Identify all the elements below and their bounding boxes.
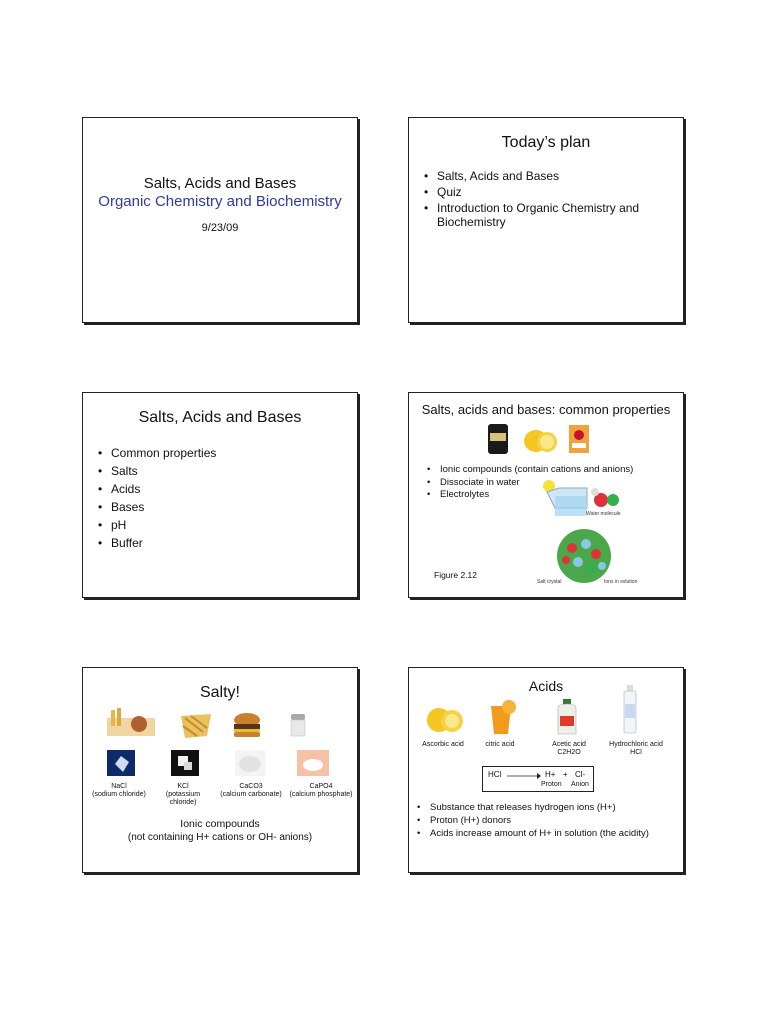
slide-salty xyxy=(82,667,358,873)
slide2-list xyxy=(424,169,674,229)
acetic-name: Acetic acid xyxy=(552,741,586,748)
slide1-date: 9/23/09 xyxy=(201,222,239,234)
list-item: • Electrolytes xyxy=(427,489,677,502)
soda-can-icon xyxy=(485,423,511,455)
eq-plus: + xyxy=(563,770,568,779)
label-citric: citric acid xyxy=(485,741,515,748)
hcl-bottle-icon xyxy=(621,684,639,734)
caption-ionic: Ionic compounds xyxy=(180,818,260,830)
eq-hcl: HCl xyxy=(488,770,502,779)
slide5-title: Salty! xyxy=(199,684,240,701)
list-item: • Substance that releases hydrogen ions (H+) xyxy=(417,801,679,814)
label-hydrochloric: Hydrochloric acid HCl xyxy=(609,741,663,756)
salt-formula: KCl xyxy=(177,783,189,790)
list-item: • Salts xyxy=(98,462,338,480)
eq-cl: Cl- xyxy=(575,770,586,779)
baking-soda-icon xyxy=(567,423,591,455)
slide-outline xyxy=(82,392,358,598)
list-item: • Acids increase amount of H+ in solution (the acidity) xyxy=(417,827,679,840)
caco3-powder-icon xyxy=(235,750,265,776)
slide3-list xyxy=(98,444,338,552)
acetic-formula: C2H2O xyxy=(557,749,581,756)
list-item: • Dissociate in water xyxy=(427,477,677,490)
slide6-list xyxy=(417,801,679,840)
burger-icon xyxy=(231,712,263,740)
slide2-title: Today’s plan xyxy=(501,134,591,151)
caption-ionic-detail: (not containing H+ cations or OH- anions) xyxy=(127,832,313,843)
orange-juice-icon xyxy=(485,698,517,736)
water-molecule-diagram xyxy=(537,478,637,524)
slide-common-properties xyxy=(408,392,684,598)
dissociation-equation xyxy=(482,766,594,792)
slide3-title: Salts, Acids and Bases xyxy=(138,409,302,426)
kcl-crystal-icon xyxy=(171,750,199,776)
list-item: • pH xyxy=(98,516,338,534)
list-item: • Buffer xyxy=(98,534,338,552)
salt-crystal-label: Salt crystal xyxy=(537,579,562,585)
fries-icon xyxy=(177,710,215,740)
salt-label-capo4 xyxy=(285,783,357,799)
label-acetic xyxy=(539,741,599,757)
figure-caption: Figure 2.12 xyxy=(434,570,477,580)
salt-name: (calcium phosphate) xyxy=(289,791,353,798)
salt-label-caco3 xyxy=(213,783,289,799)
eq-proton: Proton xyxy=(541,781,562,788)
salt-name: (calcium carbonate) xyxy=(220,791,282,798)
list-item: • Ionic compounds (contain cations and anions) xyxy=(427,464,677,477)
slide1-subtitle: Organic Chemistry and Biochemistry xyxy=(98,193,342,210)
list-item: • Salts, Acids and Bases xyxy=(424,169,674,183)
list-item: • Bases xyxy=(98,498,338,516)
lemon-icon xyxy=(522,425,558,455)
label-ascorbic: Ascorbic acid xyxy=(422,741,464,748)
eq-h: H+ xyxy=(545,770,556,779)
list-item: • Introduction to Organic Chemistry and Biochemistry xyxy=(424,201,674,229)
vinegar-jug-icon xyxy=(555,698,579,736)
nacl-crystal-icon xyxy=(107,750,135,776)
salt-name: (potassium chloride) xyxy=(165,791,201,806)
water-molecule-label: Water molecule xyxy=(586,511,621,517)
ions-label: Ions in solution xyxy=(604,579,638,585)
salt-formula: NaCl xyxy=(111,783,127,790)
eq-anion: Anion xyxy=(571,781,589,788)
slide-title xyxy=(82,117,358,323)
list-item: • Acids xyxy=(98,480,338,498)
slide1-title: Salts, Acids and Bases xyxy=(143,175,297,192)
slide4-title: Salts, acids and bases: common properties xyxy=(421,402,671,417)
salt-formula: CaCO3 xyxy=(239,783,263,790)
list-item: • Quiz xyxy=(424,185,674,199)
slide-todays-plan xyxy=(408,117,684,323)
salt-label-nacl xyxy=(87,783,151,799)
capo4-powder-icon xyxy=(297,750,329,776)
fast-food-icon xyxy=(105,706,157,740)
salt-formula: CaPO4 xyxy=(309,783,333,790)
salt-name: (sodium chloride) xyxy=(92,791,146,798)
salt-shaker-icon xyxy=(288,712,308,738)
list-item: • Proton (H+) donors xyxy=(417,814,679,827)
salt-label-kcl xyxy=(159,783,207,807)
list-item: • Common properties xyxy=(98,444,338,462)
lemons-icon xyxy=(425,704,465,736)
slide6-title: Acids xyxy=(528,678,564,694)
slide-acids xyxy=(408,667,684,873)
arrow-icon xyxy=(507,772,541,780)
